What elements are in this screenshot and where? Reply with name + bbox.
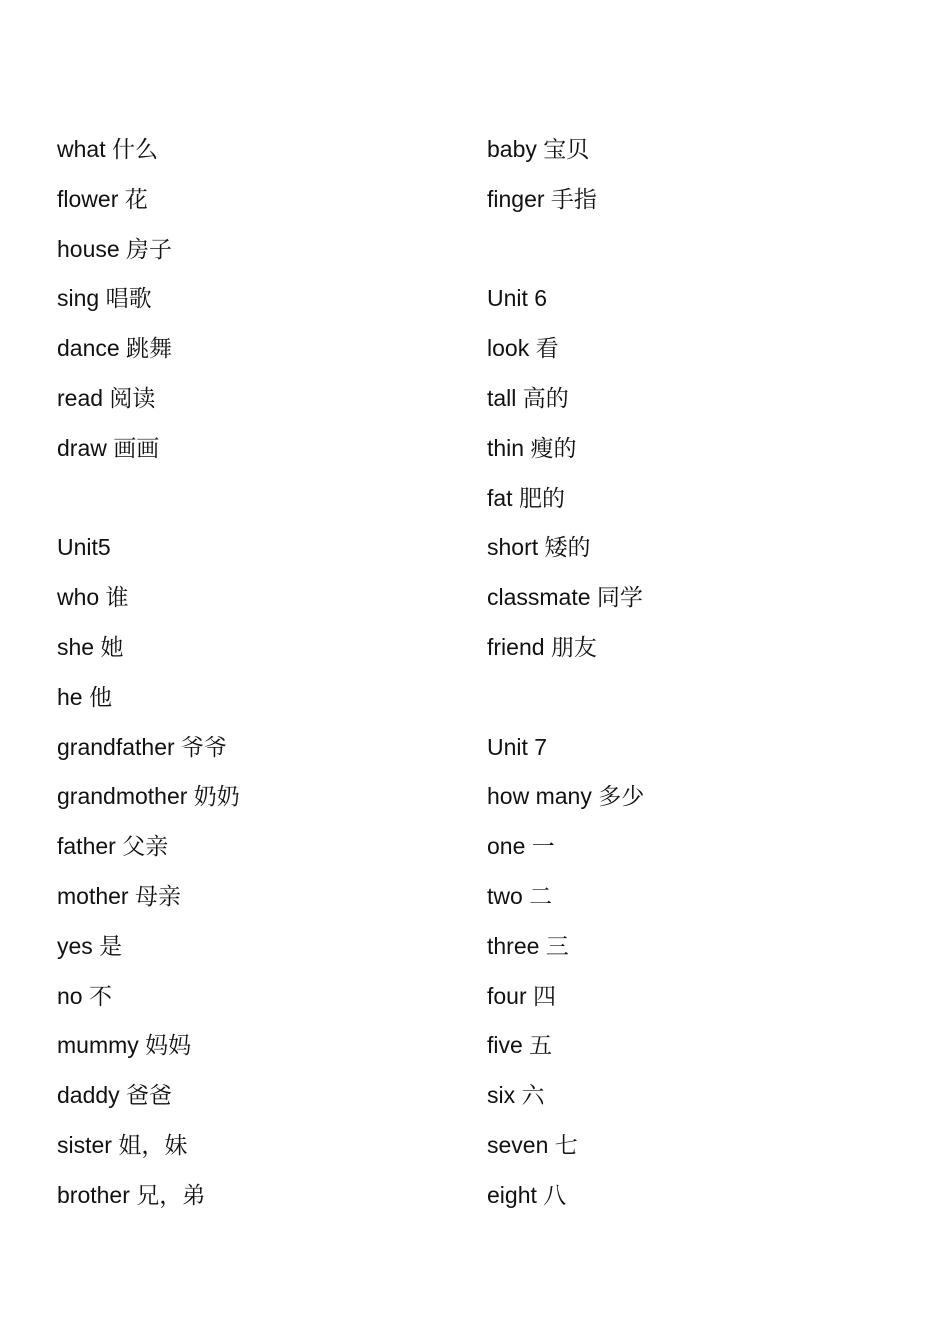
vocab-entry: one 一 [487,833,555,860]
vocab-entry: mummy 妈妈 [57,1032,192,1059]
vocab-entry: house 房子 [57,235,173,262]
vocab-entry: how many 多少 [487,783,645,810]
vocab-entry: father 父亲 [57,833,169,860]
vocab-entry: grandfather 爷爷 [57,733,228,760]
vocab-entry: he 他 [57,683,112,710]
unit-heading: Unit 6 [487,285,548,312]
vocabulary-column-right [487,125,887,1221]
vocab-entry: eight 八 [487,1181,567,1208]
vocabulary-column-left [57,125,457,1221]
vocab-entry: what 什么 [57,136,158,162]
vocab-entry: four 四 [487,982,557,1009]
vocab-entry: six 六 [487,1082,545,1109]
blank-line [487,673,887,723]
vocab-entry: two 二 [487,882,553,909]
vocab-entry: no 不 [57,982,112,1009]
vocab-entry: thin 瘦的 [487,434,577,461]
vocab-entry: grandmother 奶奶 [57,783,240,810]
vocab-entry: dance 跳舞 [57,335,173,362]
vocab-entry: seven 七 [487,1131,578,1158]
vocab-entry: classmate 同学 [487,584,643,611]
vocab-entry: short 矮的 [487,534,591,561]
unit-heading: Unit5 [57,534,111,561]
vocab-entry: flower 花 [57,185,148,212]
vocab-entry: fat 肥的 [487,484,565,511]
vocab-entry: tall 高的 [487,384,569,411]
vocab-entry: three 三 [487,932,569,959]
vocab-entry: baby 宝贝 [487,136,590,162]
unit-heading: Unit 7 [487,733,548,760]
vocab-entry: friend 朋友 [487,633,597,660]
vocab-entry: brother 兄，弟 [57,1181,206,1208]
vocab-entry: sister 姐，妹 [57,1131,188,1158]
vocab-entry: look 看 [487,335,559,362]
blank-line [487,225,887,275]
vocab-entry: mother 母亲 [57,882,181,909]
vocab-entry: daddy 爸爸 [57,1082,173,1109]
vocab-entry: sing 唱歌 [57,285,152,312]
blank-line [57,474,457,524]
vocab-entry: draw 画画 [57,434,160,461]
vocab-entry: read 阅读 [57,384,156,411]
vocab-entry: who 谁 [57,584,129,611]
vocab-entry: five 五 [487,1032,553,1059]
vocab-entry: yes 是 [57,932,123,959]
vocab-entry: she 她 [57,633,124,660]
vocab-entry: finger 手指 [487,185,597,212]
